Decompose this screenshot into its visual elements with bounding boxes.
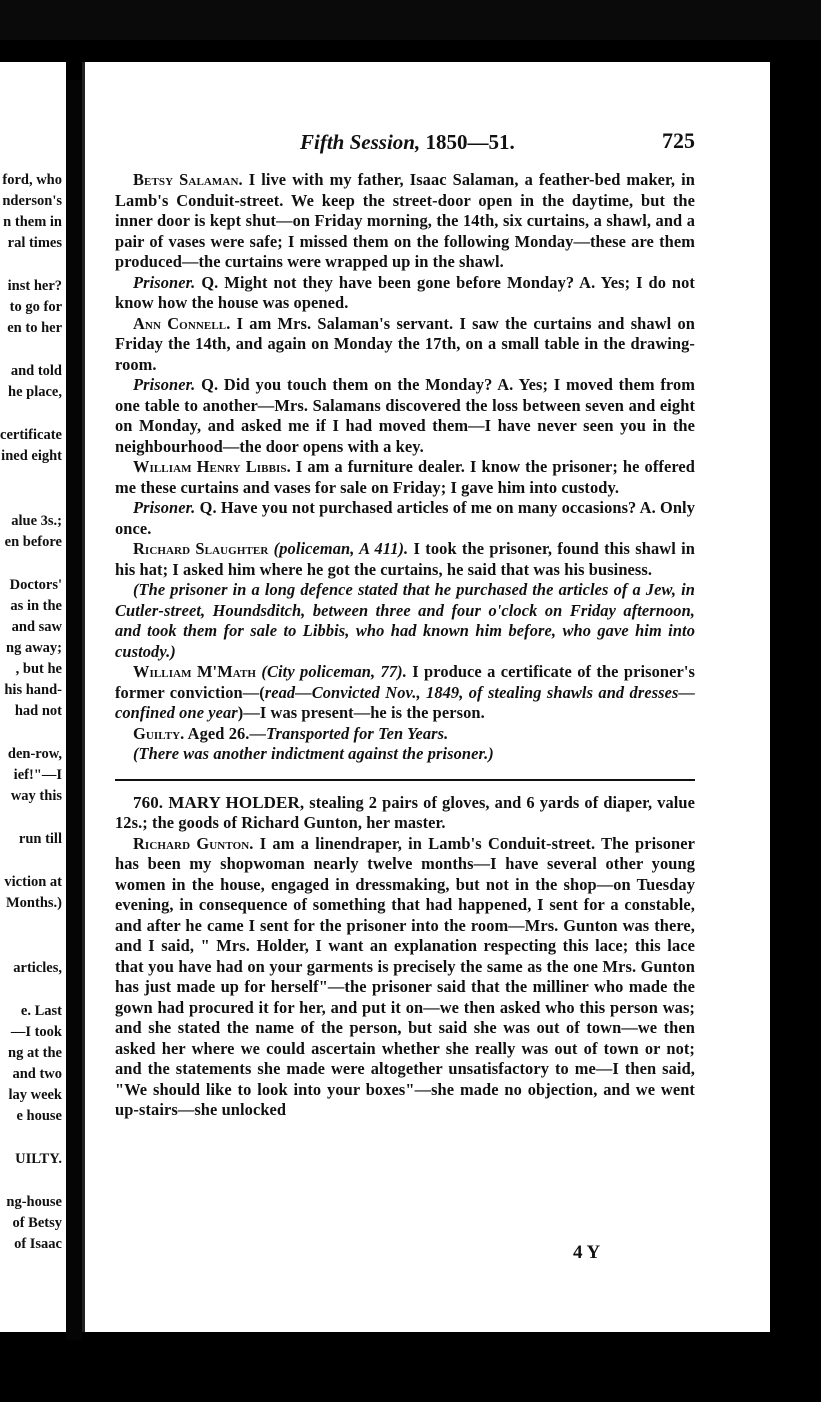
page [82,62,773,1332]
facing-page-fragment-line: viction at [4,874,62,890]
facing-page-fragment-line [0,722,62,744]
testimony-william-mmath: William M'Math (City policeman, 77). I produce a certificate of the prisoner's former conviction—(read—Convicted Nov., 1849, of stealing shawls and dresses—confined one year)—I was present—he is the person. [115,662,696,722]
facing-page-fragment-line: UILTY. [15,1151,62,1167]
facing-page-fragment-line: n them in [3,214,62,230]
facing-page-fragment-line: had not [14,703,62,719]
facing-page-fragment-line: ng-house [6,1194,62,1210]
facing-page-fragment-line [0,914,62,936]
facing-page-fragment-line: e. Last [20,1003,62,1019]
facing-page-fragment-line [0,339,62,361]
facing-page-fragment-line: and saw [11,619,62,635]
facing-page-fragment-line: articles, [13,960,62,976]
facing-page-fragment-line [0,979,62,1001]
facing-page-fragment-line: way this [10,788,62,804]
facing-page-fragment-line: , but he [15,661,62,677]
facing-page-fragment-line: inst her? [7,278,62,294]
facing-page-line-fragments [0,170,62,1255]
verdict: Guilty. Aged 26.—Transported for Ten Years. [133,723,449,743]
facing-page-fragment-line: Doctors' [9,577,62,593]
testimony-richard-gunton: Richard Gunton. I am a linendraper, in Lamb's Conduit-street. The prisoner has been my shopwoman nearly twelve months—I have several other young women in the house, engaged in dressmaking, but not in the shop—on Tuesday evening, in consequence of something that had happened, I sent for a constable, and after he came I sent for the prisoner into the room—Mrs. Gunton was there, and I said, " Mrs. Holder, I want an explanation respecting this lace; this lace that you have had on your garments is precisely the same as the one Mrs. Gunton has just made up for herself"—the prisoner said that the milliner who made the gown had procured it for her, and put it on—we then asked who this person was; and she stated the name of the person, but said she was out of town—we then asked her where we could ascertain whether she really was out of town or not; and the statements she made were altogether unsatisfactory to me—I then said, "We should like to look into your boxes"—she made no objection, and we went up-stairs—she unlocked [115,833,696,1119]
facing-page-fragment-line: his hand- [4,682,62,698]
case-760-heading: 760. MARY HOLDER, stealing 2 pairs of gloves, and 6 yards of diaper, value 12s.; the goods of Richard Gunton, her master. [115,792,696,832]
facing-page-fragment-line: and told [10,363,62,379]
facing-page-fragment-line [0,1170,62,1192]
prisoner-defence: (The prisoner in a long defence stated that he purchased the articles of a Jew, in Cutler-street, Houndsditch, between three and four o'clock on Friday afternoon, and took them for sale to Libbis, who had known him before, who gave him into custody.) [115,580,695,661]
facing-page-fragment-line [0,467,62,489]
facing-page-fragment-line: den-row, [7,746,62,762]
facing-page-fragment-line [0,936,62,958]
facing-page-fragment-line: lay week [8,1087,62,1103]
facing-page-fragment-line: en to her [7,320,62,336]
facing-page-fragment-line: ng at the [8,1045,62,1061]
prisoner-question-3: Prisoner. Q. Have you not purchased articles of me on many occasions? A. Only once. [115,498,695,538]
section-divider [115,779,695,781]
facing-page-fragment-line: as in the [10,598,62,614]
page-body [115,170,695,1121]
facing-page-fragment-line: e house [16,1108,62,1124]
facing-page-fragment-line: ined eight [1,448,62,464]
testimony-betsy-salaman: Betsy Salaman. I live with my father, Isaac Salaman, a feather-bed maker, in Lamb's Conduit-street. We keep the street-door open in the daytime, but the inner door is kept shut—on Friday morning, the 14th, six curtains, a shawl, and a pair of vases were safe; I missed them on the following Monday—these are them produced—the curtains were wrapped up in the shawl. [115,170,696,271]
facing-page-fragment-line [0,489,62,511]
facing-page-fragment-line: ng away; [6,640,62,656]
facing-page-fragment-line: nderson's [2,193,62,209]
page-number: 725 [662,128,695,153]
facing-page-fragment-line: —I took [10,1024,62,1040]
signature-mark: 4 Y [573,1242,601,1263]
testimony-ann-connell: Ann Connell. I am Mrs. Salaman's servant. I saw the curtains and shawl on Friday the 14th, and again on Monday the 17th, on a small table in the drawing-room. [115,313,695,374]
facing-page-fragment-line: ford, who [2,172,62,188]
indictment-note: (There was another indictment against the prisoner.) [133,744,494,763]
prisoner-question-2: Prisoner. Q. Did you touch them on the Monday? A. Yes; I moved them from one table to another—Mrs. Salamans discovered the loss between seven and eight on Monday, and asked me if I had moved them—I have never seen you in the neighbourhood—the door opens with a key. [115,375,695,456]
session-title: Fifth Session, 1850—51. [300,130,515,154]
facing-page-fragment-line [0,254,62,276]
book-gutter [66,80,82,1340]
facing-page-fragment-line [0,403,62,425]
facing-page-fragment-line: to go for [9,299,62,315]
facing-page-fragment-line: alue 3s.; [11,513,62,529]
facing-page-fragment-line: run till [18,831,62,847]
facing-page-fragment-line [0,850,62,872]
facing-page-fragment-line [0,1127,62,1149]
facing-page-fragment-line: certificate [0,427,62,443]
scan-border-right [770,40,821,1370]
facing-page-fragment-line: of Betsy [12,1215,62,1231]
testimony-richard-slaughter: Richard Slaughter (policeman, A 411). I took the prisoner, found this shawl in his hat; I asked him where he got the curtains, he said that was his business. [115,539,695,579]
testimony-william-libbis: William Henry Libbis. I am a furniture dealer. I know the prisoner; he offered me these curtains and vases for sale on Friday; I gave him into custody. [115,457,695,497]
facing-page-fragment-line: he place, [8,384,62,400]
running-header [115,126,695,158]
facing-page-fragment [0,62,66,1332]
prisoner-question-1: Prisoner. Q. Might not they have been gone before Monday? A. Yes; I do not know how the house was opened. [115,272,695,312]
facing-page-fragment-line [0,553,62,575]
scan-border-top [0,0,821,40]
facing-page-fragment-line: ral times [7,235,62,251]
facing-page-fragment-line: ief!"—I [13,767,62,783]
facing-page-fragment-line: Months.) [6,895,62,911]
facing-page-fragment-line: and two [12,1066,62,1082]
facing-page-fragment-line [0,807,62,829]
facing-page-fragment-line: of Isaac [14,1236,62,1252]
facing-page-fragment-line: en before [4,534,62,550]
